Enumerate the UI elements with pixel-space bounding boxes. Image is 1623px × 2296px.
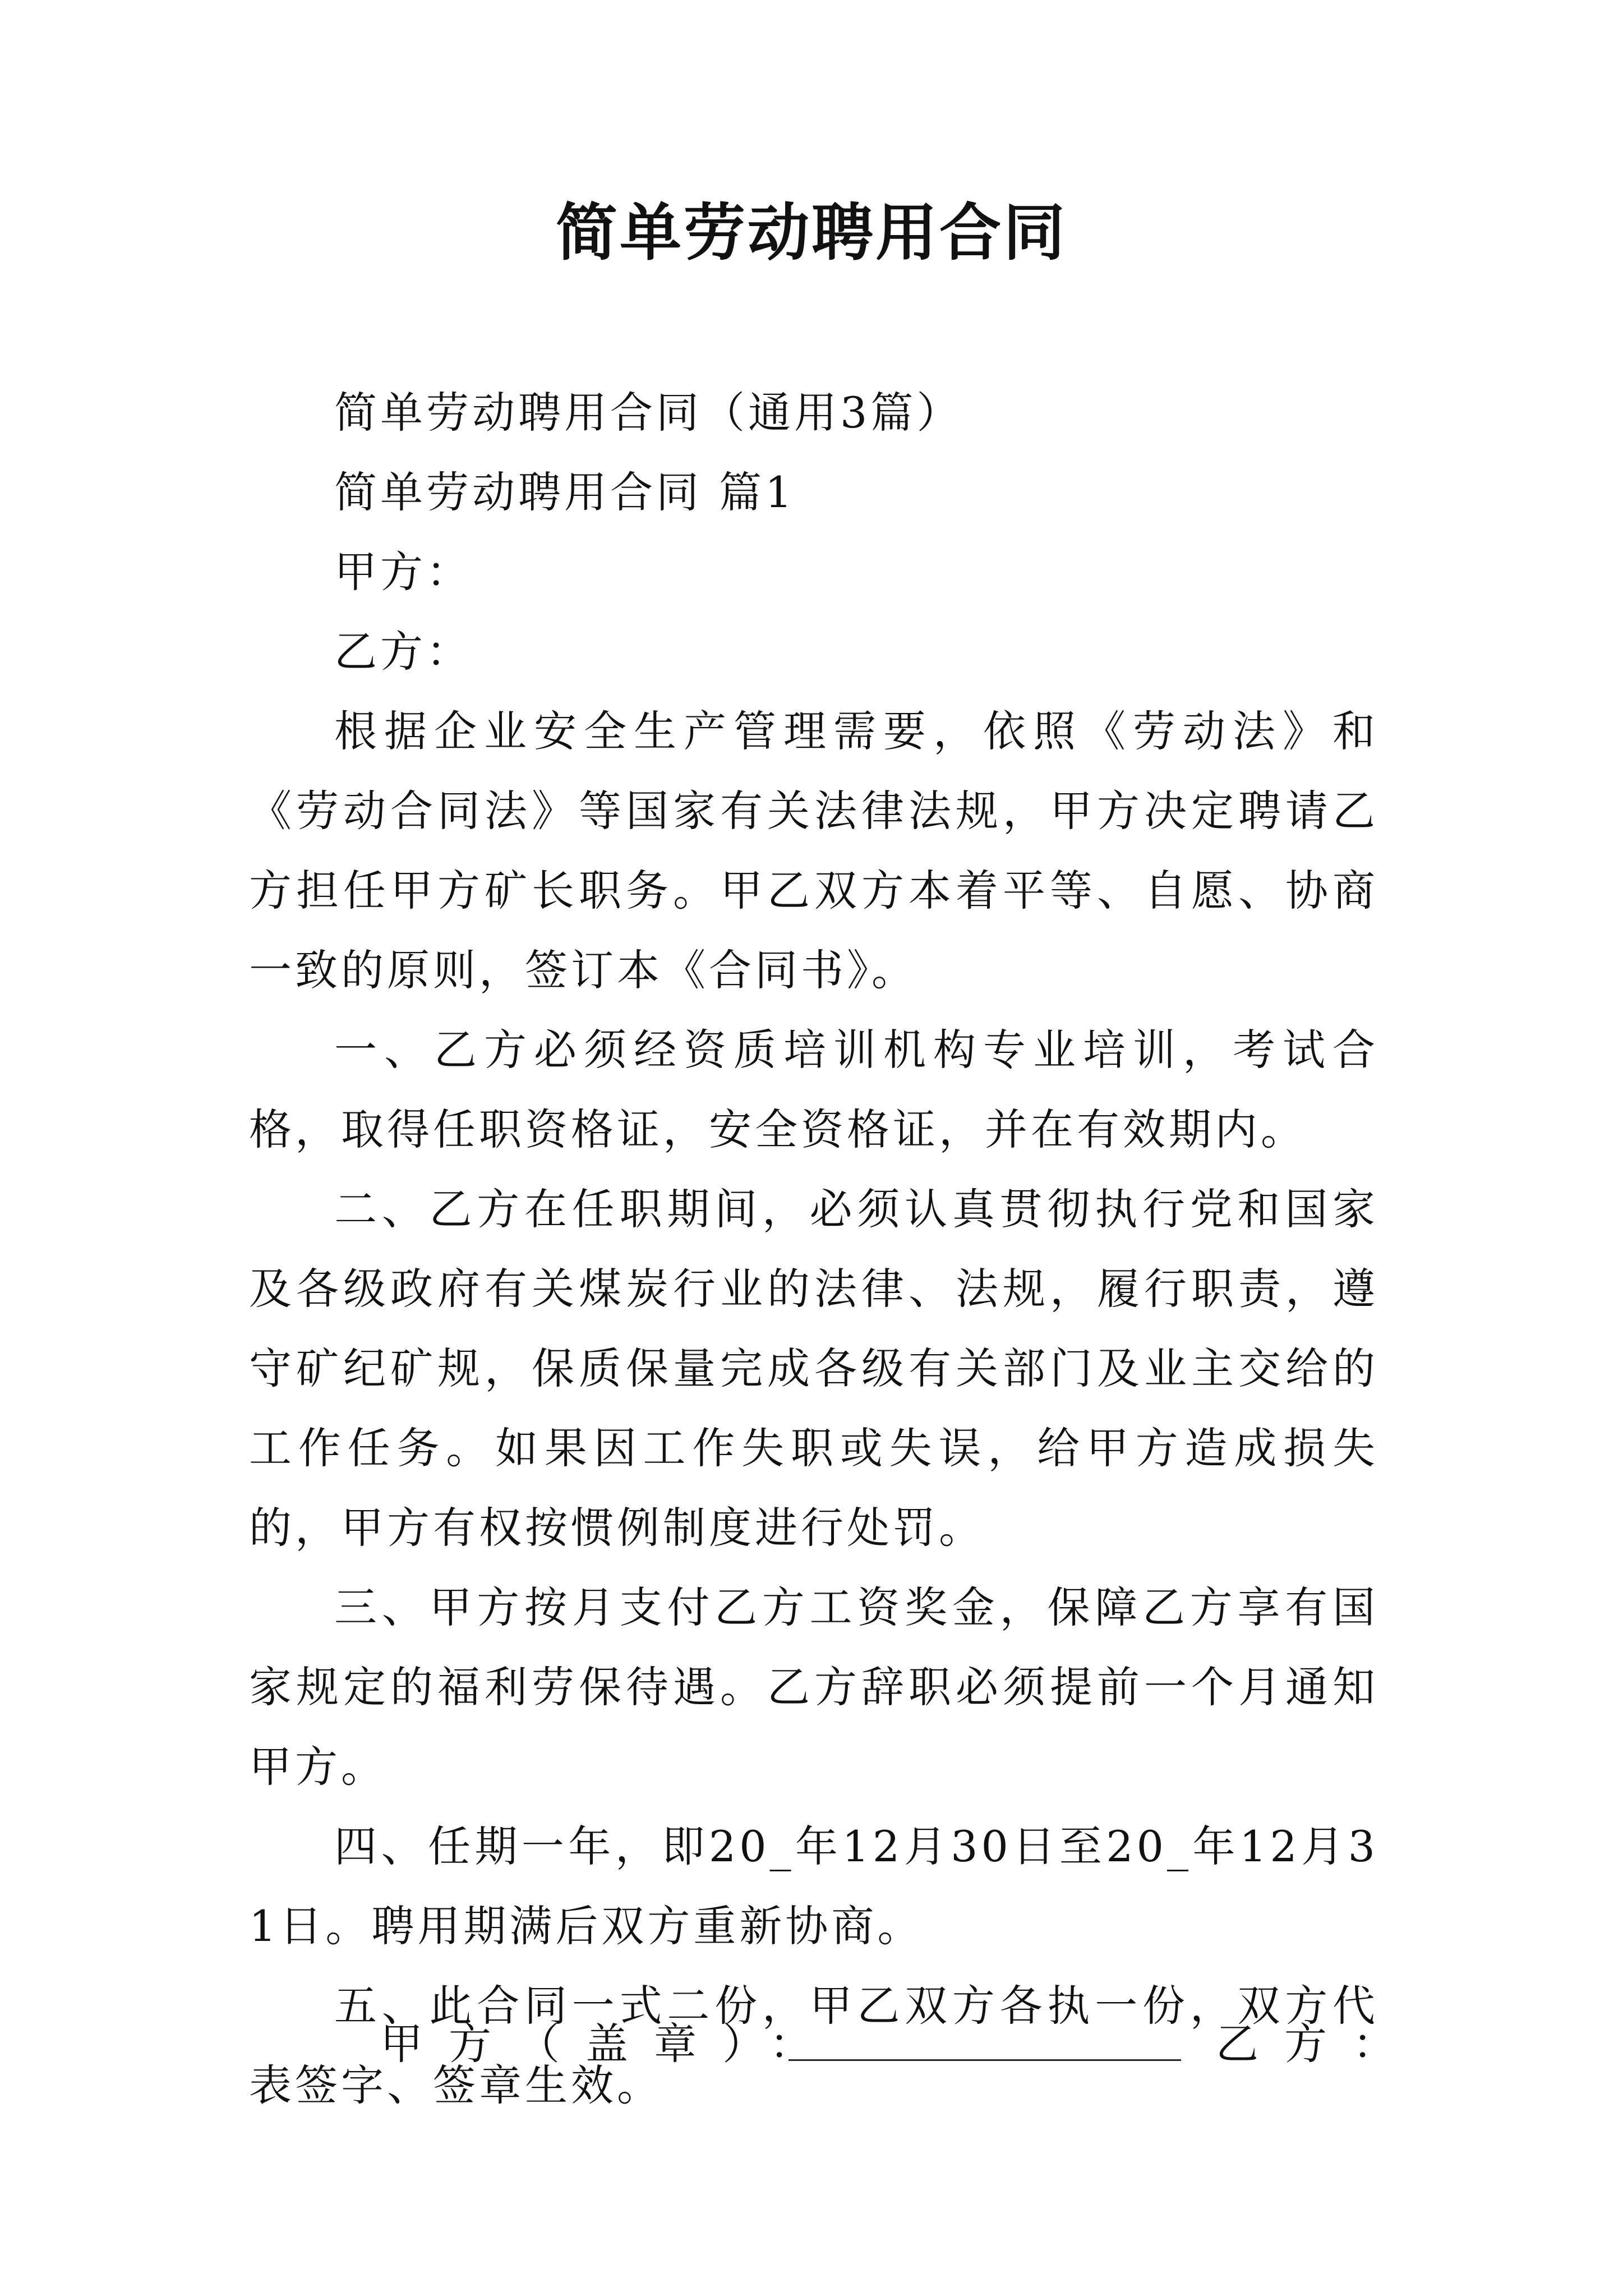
paragraph-clause-5: 五、此合同一式二份，甲乙双方各执一份，双方代表签字、签章生效。 <box>249 1981 1378 2110</box>
paragraph-party-b: 乙方： <box>334 627 472 677</box>
document-body <box>249 373 1378 2125</box>
paragraph-heading: 简单劳动聘用合同（通用3篇） <box>334 388 963 438</box>
party-a-seal-label: 甲方（盖章）： <box>380 2019 838 2069</box>
signature-blank-line <box>789 2059 1181 2061</box>
paragraph-clause-4: 四、任期一年，即20_年12月30日至20_年12月31日。聘用期满后双方重新协商。 <box>249 1821 1378 1951</box>
paragraph-party-a: 甲方： <box>334 547 472 597</box>
document-title: 简单劳动聘用合同 <box>556 196 1067 269</box>
paragraph-preamble: 根据企业安全生产管理需要，依照《劳动法》和《劳动合同法》等国家有关法律法规，甲方决定聘请乙方担任甲方矿长职务。甲乙双方本着平等、自愿、协商一致的原则，签订本《合同书》。 <box>249 706 1378 995</box>
paragraph-clause-3: 三、甲方按月支付乙方工资奖金，保障乙方享有国家规定的福利劳保待遇。乙方辞职必须提前一个月通知甲方。 <box>249 1582 1378 1792</box>
paragraph-section-title: 简单劳动聘用合同 篇1 <box>334 467 796 517</box>
party-b-sign-label: 乙方： <box>1216 2019 1421 2069</box>
paragraph-clause-1: 一、乙方必须经资质培训机构专业培训，考试合格，取得任职资格证，安全资格证，并在有效期内。 <box>249 1025 1378 1154</box>
signature-row <box>249 2004 1421 2084</box>
paragraph-clause-2: 二、乙方在任职期间，必须认真贯彻执行党和国家及各级政府有关煤炭行业的法律、法规，履行职责，遵守矿纪矿规，保质保量完成各级有关部门及业主交给的工作任务。如果因工作失职或失误，给甲方造成损失的，甲方有权按惯例制度进行处罚。 <box>249 1184 1378 1553</box>
